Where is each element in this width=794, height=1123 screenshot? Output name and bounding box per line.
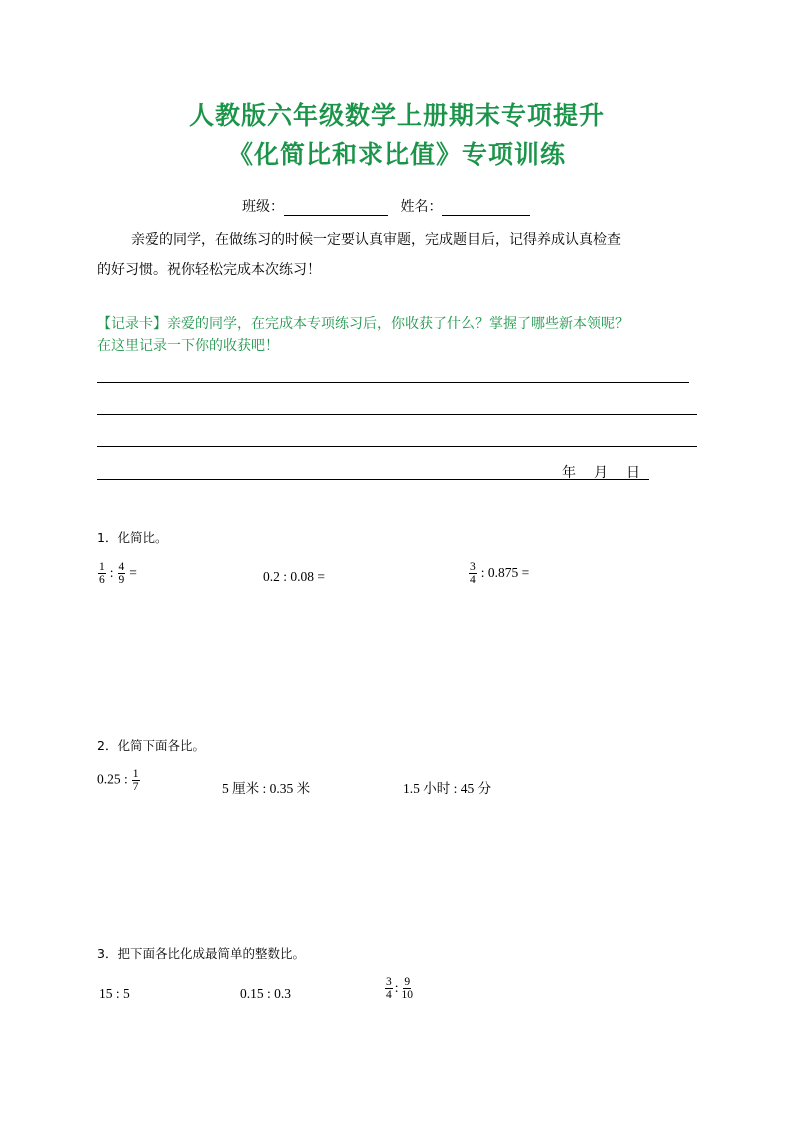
record-card-line-2: 在这里记录一下你的收获吧！ [97, 338, 279, 354]
intro-line-2: 的好习惯。祝你轻松完成本次练习！ [97, 262, 321, 278]
q2-expression-1: 0.25 : $\frac{1}{7}$ [97, 768, 139, 793]
date-year: 年 [562, 465, 576, 481]
name-label: 姓名： [400, 199, 443, 215]
fraction: $\frac{4}{9}$ [118, 561, 125, 586]
q2-expression-3: 1.5 小时 : 45 分 [403, 781, 492, 796]
record-line-2[interactable] [97, 414, 697, 415]
date-day: 日 [626, 465, 640, 481]
question-2-title: 2．化简下面各比。 [97, 738, 205, 753]
q1-expression-3: $\frac{3}{4}$ : 0.875 = [470, 561, 530, 586]
record-card [97, 313, 717, 357]
class-label: 班级： [242, 199, 284, 215]
student-info [242, 196, 530, 216]
name-blank[interactable] [442, 201, 530, 216]
record-card-line-1: 【记录卡】亲爱的同学，在完成本专项练习后，你收获了什么？掌握了哪些新本领呢？ [97, 316, 629, 332]
page-title: 人教版六年级数学上册期末专项提升 [188, 101, 605, 130]
q3-expression-1: 15 : 5 [99, 986, 130, 1001]
fraction: $\frac{1}{7}$ [132, 768, 139, 793]
record-date [562, 462, 658, 482]
page-subtitle: 《化简比和求比值》专项训练 [227, 140, 566, 169]
question-3-title: 3．把下面各比化成最简单的整数比。 [97, 946, 305, 961]
q3-expression-2: 0.15 : 0.3 [240, 986, 292, 1001]
intro-text [97, 225, 697, 285]
q2-expression-2: 5 厘米 : 0.35 米 [222, 781, 311, 796]
q1-expression-1: $\frac{1}{6}$ : $\frac{4}{9}$ = [99, 561, 137, 586]
fraction: $\frac{3}{4}$ [386, 976, 392, 1001]
q3-expression-3: $\frac{3}{4}$ : $\frac{9}{10}$ [386, 976, 414, 1001]
record-line-1[interactable] [97, 382, 689, 383]
record-line-3[interactable] [97, 446, 697, 447]
date-month: 月 [594, 465, 608, 481]
fraction: $\frac{1}{6}$ [99, 561, 105, 586]
intro-line-1: 亲爱的同学，在做练习的时候一定要认真审题，完成题目后，记得养成认真检查 [131, 232, 621, 248]
class-blank[interactable] [284, 201, 388, 216]
fraction: $\frac{3}{4}$ [470, 561, 476, 586]
question-1-title: 1．化简比。 [97, 530, 168, 545]
fraction: $\frac{9}{10}$ [401, 976, 414, 1001]
q1-expression-2: 0.2 : 0.08 = [263, 569, 325, 584]
